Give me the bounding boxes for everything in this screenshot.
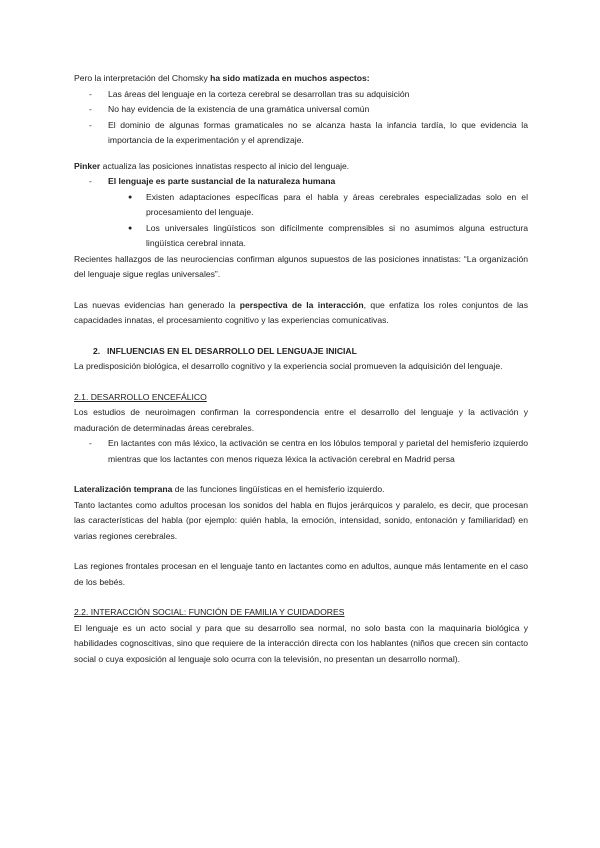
sub-list-item-text: Existen adaptaciones específicas para el habla y áreas cerebrales especializadas solo en el procesamiento del lenguaje.: [146, 191, 528, 217]
list-item: [74, 174, 528, 190]
nuevas-text-a: Las nuevas evidencias han generado la: [74, 299, 240, 310]
subsection-heading: 2.2. INTERACCIÓN SOCIAL: FUNCIÓN DE FAMILIA Y CUIDADORES: [74, 607, 345, 617]
lateralizacion-paragraph: [74, 482, 528, 498]
chomsky-text: Pero la interpretación del Chomsky: [74, 73, 211, 83]
lateralizacion-text: de las funciones lingüísticas en el hemisferio izquierdo.: [172, 484, 385, 494]
dash-marker: -: [89, 104, 92, 114]
dash-marker: -: [89, 119, 92, 130]
lateralizacion-bold: Lateralización temprana: [74, 484, 173, 494]
nuevas-bold: perspectiva de la interacción: [239, 299, 364, 310]
neuroimagen-paragraph: Los estudios de neuroimagen confirman la correspondencia entre el desarrollo del lenguaje y la activación y maduración de determinadas áreas cerebrales.: [74, 407, 528, 433]
list-item: [74, 102, 528, 118]
sub-list-item: [74, 221, 528, 252]
bullet-icon: ●: [128, 193, 133, 201]
chomsky-bold: ha sido matizada en muchos aspectos:: [210, 73, 370, 83]
pinker-text: actualiza las posiciones innatistas respecto al inicio del lenguaje.: [100, 160, 350, 171]
list-item-text: Las áreas del lenguaje en la corteza cerebral se desarrollan tras su adquisición: [108, 88, 410, 99]
list-item: [74, 436, 528, 467]
list-item-text: El lenguaje es parte sustancial de la naturaleza humana: [108, 176, 336, 186]
list-item: [74, 87, 528, 103]
nuevas-text-c: , que enfatiza los roles conjuntos de las capacidades innatas, el procesamiento cognitivo y las experiencias comunicativas.: [74, 299, 528, 325]
section-title: INFLUENCIAS EN EL DESARROLLO DEL LENGUAJE INICIAL: [107, 345, 357, 356]
tanto-paragraph: Tanto lactantes como adultos procesan los sonidos del habla en flujos jerárquicos y paralelo, es decir, que procesan las características del habla (por ejemplo: quién habla, la emoción, intensidad, sonido, entonación y familiaridad) en varias regiones cerebrales.: [74, 499, 528, 541]
list-item-text: No hay evidencia de la existencia de una gramática universal común: [108, 104, 370, 114]
section-intro-paragraph: La predisposición biológica, el desarrollo cognitivo y la experiencia social promueven la adquisición del lenguaje.: [74, 361, 503, 371]
chomsky-paragraph: [74, 71, 528, 87]
pinker-paragraph: [74, 159, 528, 175]
list-item: [74, 118, 528, 149]
sub-list-item-text: Los universales lingüísticos son difícilmente comprensibles si no asumimos alguna estructura lingüística cerebral innata.: [146, 222, 528, 248]
dash-marker: -: [89, 176, 92, 186]
regiones-paragraph: Las regiones frontales procesan en el lenguaje tanto en lactantes como en adultos, aunque más lentamente en el caso de los bebés.: [74, 561, 528, 587]
bullet-icon: ●: [128, 224, 133, 232]
subsection-heading: 2.1. DESARROLLO ENCEFÁLICO: [74, 391, 207, 402]
sub-list-item: [74, 190, 528, 221]
nuevas-paragraph: [74, 298, 528, 329]
section-number: 2.: [93, 345, 101, 356]
dash-marker: -: [89, 88, 92, 99]
list-item-text: En lactantes con más léxico, la activación se centra en los lóbulos temporal y parietal del hemisferio izquierdo mientras que los lactantes con menos riqueza léxica la activación cerebral en Madrid persa: [108, 438, 528, 464]
pinker-bold: Pinker: [74, 160, 101, 171]
recientes-paragraph: Recientes hallazgos de las neurociencias confirman algunos supuestos de las posiciones innatistas: “La organización del lenguaje sigue reglas universales”.: [74, 253, 528, 279]
list-item-text: El dominio de algunas formas gramaticales no se alcanza hasta la infancia tardía, lo que evidencia la importancia de la experimentación y el aprendizaje.: [108, 119, 528, 145]
section-heading: [74, 344, 528, 360]
interaccion-paragraph: El lenguaje es un acto social y para que su desarrollo sea normal, no solo basta con la maquinaria biológica y habilidades cognoscitivas, sino que requiere de la interacción directa con los hablantes (niños que crecen sin contacto social o cuya exposición al lenguaje solo ocurra con la televisión, no presentan un desarrollo normal).: [74, 622, 528, 664]
dash-marker: -: [89, 438, 92, 448]
document-content: [74, 71, 528, 667]
